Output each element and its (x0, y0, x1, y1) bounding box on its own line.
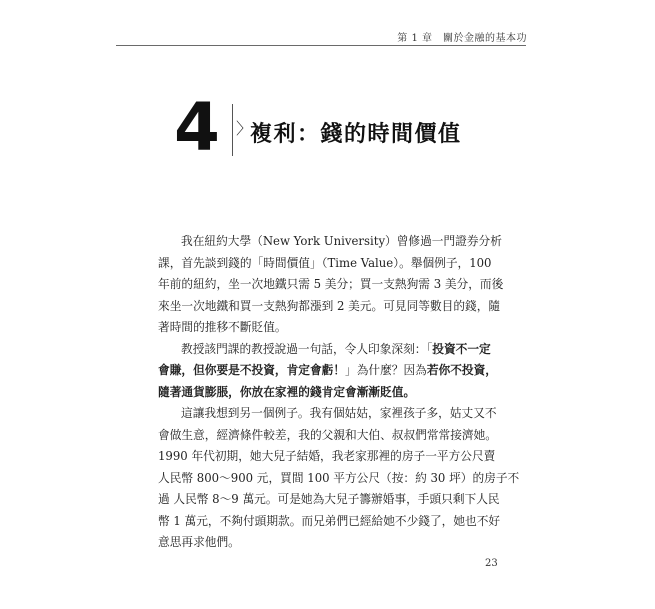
text-run: 」為什麼？因為 (345, 363, 427, 377)
text-line (158, 382, 500, 404)
text-run: 幣 1 萬元，不夠付頭期款。而兄弟們已經給她不少錢了，她也不好 (158, 513, 501, 528)
chevron-icon: 〉 (236, 119, 253, 138)
text-run: 教授該門課的教授說過一句話，令人印象深刻：「 (181, 341, 433, 356)
text-run: 意思再求他們。 (158, 535, 240, 549)
text-line (158, 446, 500, 468)
text-run: 會做生意，經濟條件較差，我的父親和大伯、叔叔們常常接濟她。 (158, 427, 497, 442)
text-run: 課，首先談到錢的「時間價值」（Time Value）。舉個例子，100 (158, 255, 492, 270)
running-header: 第 1 章 關於金融的基本功 (397, 33, 527, 44)
text-line (158, 511, 500, 533)
emphasis-text: 投資不一定 (432, 341, 491, 356)
chapter-divider (232, 104, 233, 156)
text-line (158, 296, 500, 318)
header-rule (116, 45, 526, 46)
text-line (158, 360, 500, 382)
text-line (158, 253, 500, 275)
text-run: 來坐一次地鐵和買一支熱狗都漲到 2 美元。可見同等數目的錢，隨 (158, 298, 501, 313)
text-run: 我在紐約大學（New York University）曾修過一門證券分析 (181, 234, 502, 248)
text-run: 1990 年代初期，她大兒子結婚，我老家那裡的房子一平方公尺賣 (158, 449, 496, 463)
paragraph (158, 231, 504, 339)
emphasis-text: 隨著通貨膨脹，你放在家裡的錢肯定會漸漸貶值。 (158, 384, 416, 399)
text-run: 年前的紐約，坐一次地鐵只需 5 美分；買一支熱狗需 3 美分，而後 (158, 277, 504, 291)
text-run: 著時間的推移不斷貶值。 (158, 320, 287, 334)
body-text (158, 231, 520, 554)
text-line (158, 317, 500, 339)
emphasis-text: 若你不投資， (426, 363, 497, 377)
text-line (158, 489, 500, 511)
chapter-title: 複利：錢的時間價值 (250, 121, 462, 147)
text-line (158, 403, 500, 425)
text-run: 這讓我想到另一個例子。我有個姑姑，家裡孩子多，姑丈又不 (181, 406, 497, 420)
paragraph (158, 403, 520, 554)
emphasis-text: 會賺，但你要是不投資，肯定會虧！ (158, 363, 346, 377)
text-line (158, 231, 500, 253)
page-number: 23 (485, 558, 498, 569)
text-line (158, 468, 520, 490)
text-run: 過 人民幣 8～9 萬元。可是她為大兒子籌辦婚事，手頭只剩下人民 (158, 492, 500, 506)
text-line (158, 339, 500, 361)
paragraph (158, 339, 500, 404)
chapter-number: 4 (174, 89, 220, 166)
text-line (158, 532, 500, 554)
text-line (158, 425, 500, 447)
text-line (158, 274, 504, 296)
text-run: 人民幣 800～900 元，買間 100 平方公尺（按：約 30 坪）的房子不 (158, 470, 520, 485)
